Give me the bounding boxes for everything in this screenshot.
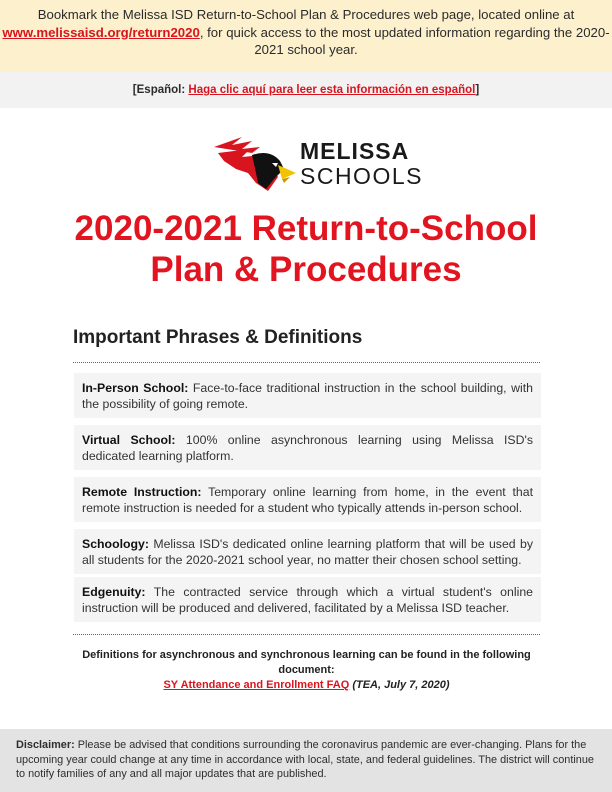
term: Edgenuity: [82,585,146,599]
footnote [73,648,540,693]
return2020-link[interactable]: www.melissaisd.org/return2020 [2,24,200,40]
term: Schoology: [82,537,149,551]
cardinal-icon [212,133,298,195]
title-line-1: 2020-2021 Return-to-School [74,209,538,248]
definition-text: The contracted service through which a virtual student's online instruction will be produced and delivered, facilitated by a Melissa ISD teacher. [82,585,533,615]
definition-in-person [74,373,541,418]
spanish-bar [0,72,612,108]
title-line-2: Plan & Procedures [150,250,462,289]
definition-text: 100% online asynchronous learning using Melissa ISD's dedicated learning platform. [82,433,533,463]
logo-text [300,139,423,189]
melissa-schools-logo [212,133,423,195]
spanish-suffix: ] [475,84,480,96]
spanish-prefix: [Español: [132,84,189,96]
logo-line-melissa: MELISSA [300,138,410,164]
definition-text: Temporary online learning from home, in the event that remote instruction is needed for a student who typically attends in-person school. [82,485,533,515]
spanish-link[interactable]: Haga clic aquí para leer esta información en español [188,84,476,96]
logo-line-schools: SCHOOLS [300,163,423,189]
page-title [0,208,612,290]
definition-virtual [74,425,541,470]
disclaimer-label: Disclaimer: [16,739,75,751]
section-title: Important Phrases & Definitions [73,327,363,348]
divider-top [73,362,540,363]
definition-text: Face-to-face traditional instruction in the school building, with the possibility of going remote. [82,381,534,411]
definition-remote [74,477,541,522]
banner-text-before: Bookmark the Melissa ISD Return-to-School Plan & Procedures web page, located online at [37,7,575,22]
definition-edgenuity [74,577,541,622]
divider-bottom [73,634,540,635]
disclaimer [0,729,612,792]
footnote-source: (TEA, July 7, 2020) [349,679,450,691]
definition-schoology [74,529,541,574]
term: Virtual School: [82,433,176,447]
disclaimer-text: Please be advised that conditions surrounding the coronavirus pandemic are ever-changing. Plans for the upcoming year could change at any time in accordance with local, state, and federal guidelines. The district will continue to notify families of any and all major updates that are published. [16,739,594,780]
definition-text: Melissa ISD's dedicated online learning platform that will be used by all students for the 2020-2021 school year, no matter their chosen school setting. [82,537,533,567]
faq-link[interactable]: SY Attendance and Enrollment FAQ [163,679,350,691]
term: Remote Instruction: [82,485,202,499]
banner-text-after: , for quick access to the most updated information regarding the 2020-2021 school year. [199,24,610,57]
term: In-Person School: [82,381,189,395]
bookmark-banner [0,0,612,72]
footnote-line: Definitions for asynchronous and synchronous learning can be found in the following document: [82,649,531,676]
